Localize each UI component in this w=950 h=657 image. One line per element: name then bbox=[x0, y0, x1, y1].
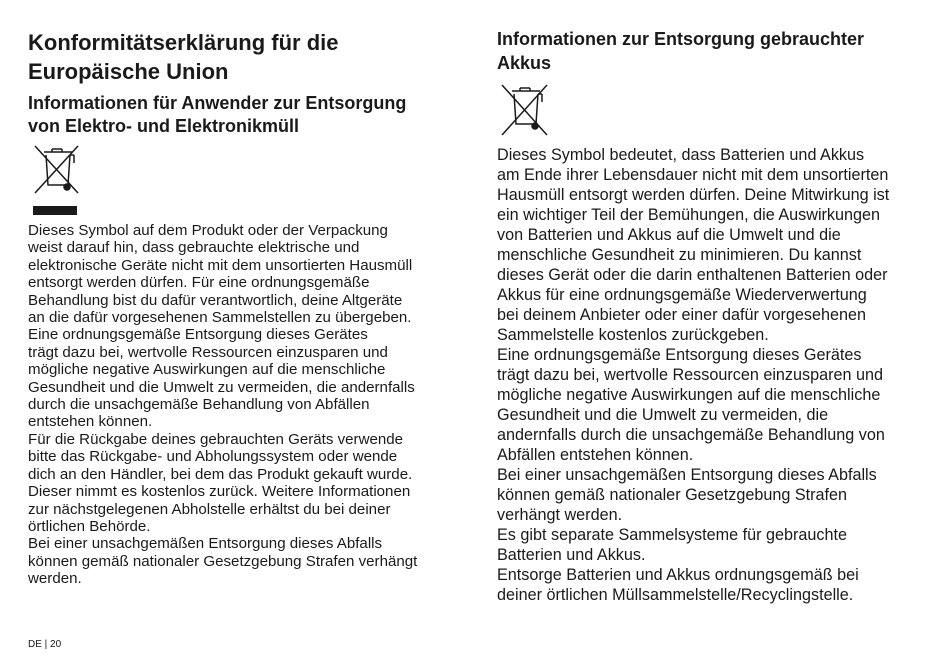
right-paragraph-3: Bei einer unsachgemäßen Entsorgung dieses Abfalls können gemäß nationaler Gesetzgebung Strafen verhängt werden. bbox=[497, 466, 877, 524]
page-title-line-1: Konformitätserklärung für die bbox=[28, 30, 339, 55]
weee-black-bar bbox=[33, 206, 77, 215]
right-paragraph-2: Eine ordnungsgemäße Entsorgung dieses Gerätes trägt dazu bei, wertvolle Ressourcen einzusparen und mögliche negative Auswirkungen auf die menschliche Gesundheit und die Umwelt zu vermeiden, die andernfalls durch die unsachgemäße Behandlung von Abfällen entstehen können. bbox=[497, 346, 885, 464]
crossed-out-battery-bin-icon bbox=[498, 82, 552, 138]
right-paragraph-1: Dieses Symbol bedeutet, dass Batterien und Akkus am Ende ihrer Lebensdauer nicht mit dem unsortierten Hausmüll entsorgt werden dürfen. Deine Mitwirkung ist ein wichtiger Teil der Bemühungen, die Auswirkungen von Batterien und Akkus auf die Umwelt und die menschliche Gesundheit zu minimieren. Du kannst dieses Gerät oder die darin enthaltenen Batterien oder Akkus für eine ordnungsgemäße Wiederverwertung bei deinem Anbieter oder einer dafür vorgesehenen Sammelstelle kostenlos zurückgeben. bbox=[497, 146, 890, 344]
right-paragraph-5: Entsorge Batterien und Akkus ordnungsgemäß bei deiner örtlichen Müllsammelstelle/Recyclingstelle. bbox=[497, 566, 859, 604]
left-paragraph-1: Dieses Symbol auf dem Produkt oder der Verpackung weist darauf hin, dass gebrauchte elektrische und elektronische Geräte nicht mit dem unsortierten Hausmüll entsorgt werden dürfen. Für eine ordnungsgemäße Behandlung bist du dafür verantwortlich, deine Altgeräte an die dafür vorgesehenen Sammelstellen zu übergeben. bbox=[28, 222, 413, 327]
page-number: DE | 20 bbox=[28, 639, 62, 650]
page-title-line-2: Europäische Union bbox=[28, 59, 229, 84]
left-paragraph-3: Für die Rückgabe deines gebrauchten Geräts verwende bitte das Rückgabe- und Abholungssystem oder wende dich an den Händler, bei dem das Produkt gekauft wurde. Dieser nimmt es kostenlos zurück. Weitere Informationen zur nächstgelegenen Abholstelle erhältst du bei deiner örtlichen Behörde. bbox=[28, 430, 413, 535]
section-heading-weee-line-1: Informationen für Anwender zur Entsorgung bbox=[28, 93, 407, 113]
section-heading-weee bbox=[28, 92, 473, 138]
left-body-text bbox=[28, 222, 473, 588]
section-heading-batteries bbox=[497, 27, 942, 75]
section-heading-weee-line-2: von Elektro- und Elektronikmüll bbox=[28, 116, 300, 136]
left-paragraph-4: Bei einer unsachgemäßen Entsorgung dieses Abfalls können gemäß nationaler Gesetzgebung Strafen verhängt werden. bbox=[28, 535, 418, 588]
section-heading-batteries-line-2: Akkus bbox=[497, 53, 552, 73]
right-body-text bbox=[497, 145, 942, 605]
page-title bbox=[28, 28, 473, 86]
left-paragraph-2: Eine ordnungsgemäße Entsorgung dieses Gerätes trägt dazu bei, wertvolle Ressourcen einzusparen und mögliche negative Auswirkungen auf die menschliche Gesundheit und die Umwelt zu vermeiden, die andernfalls durch die unsachgemäße Behandlung von Abfällen entstehen können. bbox=[28, 326, 415, 431]
crossed-out-wheelie-bin-icon bbox=[30, 143, 84, 197]
right-paragraph-4: Es gibt separate Sammelsysteme für gebrauchte Batterien und Akkus. bbox=[497, 526, 847, 564]
section-heading-batteries-line-1: Informationen zur Entsorgung gebrauchter bbox=[497, 29, 865, 49]
